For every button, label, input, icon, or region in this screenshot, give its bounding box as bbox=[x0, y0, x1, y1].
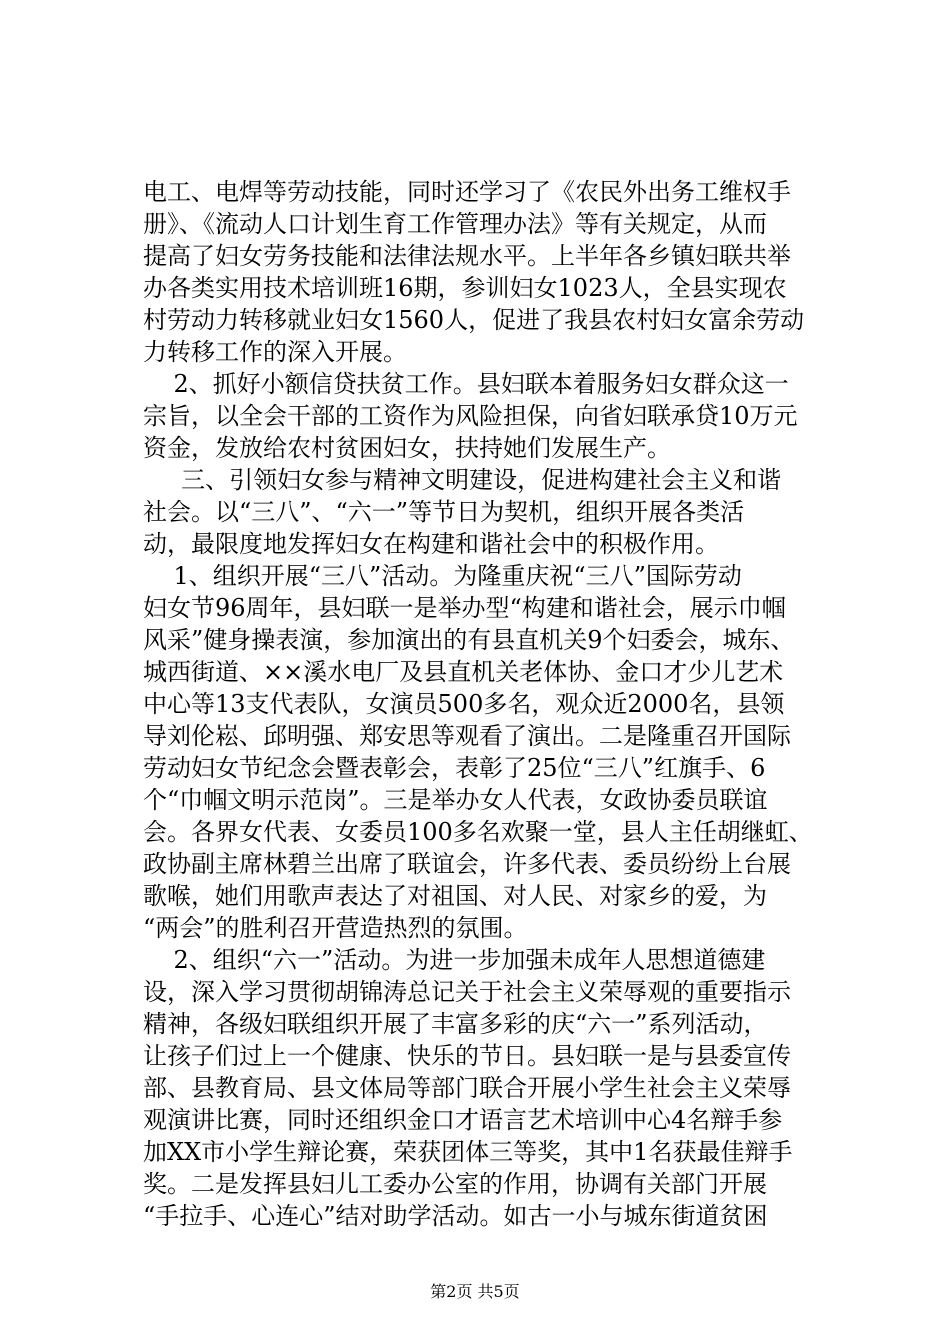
text-line: 力转移工作的深入开展。 bbox=[143, 338, 407, 366]
text-line: 妇女节96周年，县妇联一是举办型“构建和谐社会，展示巾帼 bbox=[143, 594, 786, 622]
text-line: 导刘伦崧、邱明强、郑安思等观看了演出。二是隆重召开国际 bbox=[143, 722, 791, 750]
text-line: “两会”的胜利召开营造热烈的氛围。 bbox=[143, 914, 528, 942]
text-line: 劳动妇女节纪念会暨表彰会，表彰了25位“三八”红旗手、6 bbox=[143, 754, 766, 782]
text-line: 政协副主席林碧兰出席了联谊会，许多代表、委员纷纷上台展 bbox=[143, 850, 791, 878]
text-line: 提高了妇女劳务技能和法律法规水平。上半年各乡镇妇联共举 bbox=[143, 242, 791, 270]
text-line: 加XX市小学生辩论赛，荣获团体三等奖，其中1名获最佳辩手 bbox=[143, 1138, 793, 1166]
text-line: 中心等13支代表队，女演员500多名，观众近2000名，县领 bbox=[143, 690, 785, 718]
text-line: “手拉手、心连心”结对助学活动。如古一小与城东街道贫困 bbox=[143, 1202, 768, 1230]
page-footer: 第2页 共5页 bbox=[430, 1282, 520, 1301]
text-line: 歌喉，她们用歌声表达了对祖国、对人民、对家乡的爱，为 bbox=[143, 882, 767, 910]
text-line: 风采”健身操表演，参加演出的有县直机关9个妇委会，城东、 bbox=[143, 626, 795, 654]
text-line: 社会。以“三八”、“六一”等节日为契机，组织开展各类活 bbox=[143, 498, 745, 526]
text-line: 村劳动力转移就业妇女1560人，促进了我县农村妇女富余劳动 bbox=[143, 306, 805, 334]
document-body bbox=[143, 176, 813, 1232]
text-line: 2、组织“六一”活动。为进一步加强未成年人思想道德建 bbox=[143, 946, 766, 974]
text-line: 个“巾帼文明示范岗”。三是举办女人代表，女政协委员联谊 bbox=[143, 786, 768, 814]
text-line: 2、抓好小额信贷扶贫工作。县妇联本着服务妇女群众这一 bbox=[143, 370, 789, 398]
text-line: 精神，各级妇联组织开展了丰富多彩的庆“六一”系列活动， bbox=[143, 1010, 768, 1038]
text-line: 办各类实用技术培训班16期，参训妇女1023人，全县实现农 bbox=[143, 274, 787, 302]
text-line: 部、县教育局、县文体局等部门联合开展小学生社会主义荣辱 bbox=[143, 1074, 791, 1102]
text-line: 资金，发放给农村贫困妇女，扶持她们发展生产。 bbox=[143, 434, 671, 462]
text-line: 设，深入学习贯彻胡锦涛总记关于社会主义荣辱观的重要指示 bbox=[143, 978, 791, 1006]
text-line: 电工、电焊等劳动技能，同时还学习了《农民外出务工维权手 bbox=[143, 178, 791, 206]
text-line: 1、组织开展“三八”活动。为隆重庆祝“三八”国际劳动 bbox=[143, 562, 742, 590]
text-line: 会。各界女代表、女委员100多名欢聚一堂，县人主任胡继虹、 bbox=[143, 818, 813, 846]
text-line: 奖。二是发挥县妇儿工委办公室的作用，协调有关部门开展 bbox=[143, 1170, 767, 1198]
text-line: 三、引领妇女参与精神文明建设，促进构建社会主义和谐 bbox=[143, 466, 782, 494]
text-line: 观演讲比赛，同时还组织金口才语言艺术培训中心4名辩手参 bbox=[143, 1106, 783, 1134]
text-line: 让孩子们过上一个健康、快乐的节日。县妇联一是与县委宣传 bbox=[143, 1042, 791, 1070]
text-line: 动，最限度地发挥妇女在构建和谐社会中的积极作用。 bbox=[143, 530, 719, 558]
text-line: 城西街道、××溪水电厂及县直机关老体协、金口才少儿艺术 bbox=[143, 658, 784, 686]
text-line: 册》、《流动人口计划生育工作管理办法》等有关规定，从而 bbox=[143, 210, 767, 238]
text-line: 宗旨，以全会干部的工资作为风险担保，向省妇联承贷10万元 bbox=[143, 402, 798, 430]
